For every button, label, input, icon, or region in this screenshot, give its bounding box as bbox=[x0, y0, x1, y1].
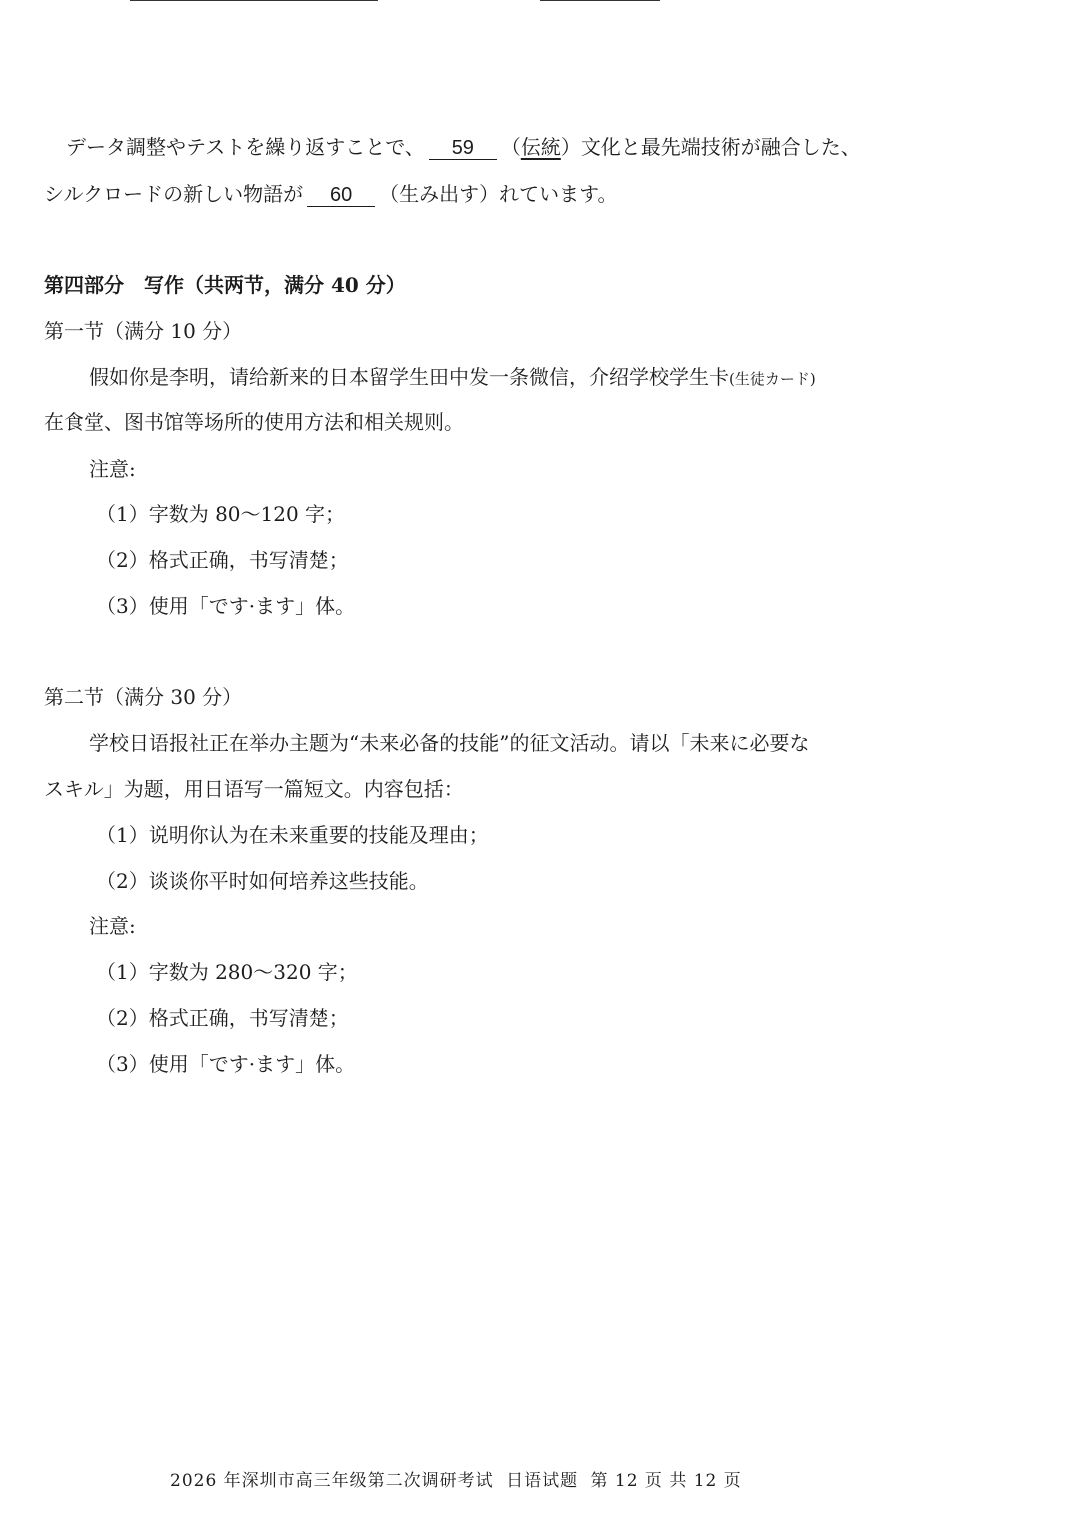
section2-title: 第二节（满分 30 分） bbox=[44, 685, 243, 709]
blank-60[interactable]: 60 bbox=[307, 184, 375, 207]
section2-rule-2: （2）格式正确，书写清楚； bbox=[96, 1006, 349, 1030]
section1-rule-2: （2）格式正确，书写清楚； bbox=[96, 548, 349, 572]
reading-line-1-pre: データ調整やテストを繰り返すことで、 bbox=[66, 135, 425, 159]
section2-prompt-line-1: 学校日语报社正在举办主题为“未来必备的技能”的征文活动。请以「未来に必要な bbox=[89, 731, 810, 755]
hint-word-umidasu: （生み出す） bbox=[379, 182, 500, 206]
top-rule-left bbox=[130, 0, 378, 1]
reading-line-2 bbox=[44, 180, 618, 208]
top-rule-right bbox=[540, 0, 660, 1]
reading-line-2-post: れています。 bbox=[499, 182, 618, 206]
section1-prompt-line-1 bbox=[89, 363, 816, 393]
section1-prompt-line-2: 在食堂、图书馆等场所的使用方法和相关规则。 bbox=[44, 410, 464, 434]
section2-content-item-1: （1）说明你认为在未来重要的技能及理由； bbox=[96, 823, 489, 847]
hint-word-dentou: 伝統 bbox=[520, 135, 561, 159]
section2-rule-3: （3）使用「です·ます」体。 bbox=[96, 1052, 356, 1076]
section2-rule-1: （1）字数为 280～320 字； bbox=[96, 960, 358, 984]
footer-subject: 日语试题 bbox=[506, 1471, 579, 1491]
section1-rule-1: （1）字数为 80～120 字； bbox=[96, 502, 346, 526]
footer-page-number: 第 12 页 共 12 页 bbox=[590, 1471, 742, 1491]
section2-content-item-2: （2）谈谈你平时如何培养这些技能。 bbox=[96, 869, 429, 893]
section1-prompt-text: 假如你是李明，请给新来的日本留学生田中发一条微信，介绍学校学生卡 bbox=[89, 365, 729, 389]
section1-prompt-note: (生徒カード) bbox=[729, 370, 816, 388]
paren-open: （ bbox=[500, 135, 521, 159]
reading-line-2-pre: シルクロードの新しい物語が bbox=[44, 182, 304, 206]
page-footer bbox=[170, 1466, 748, 1491]
blank-59[interactable]: 59 bbox=[429, 137, 497, 160]
section1-notice-label: 注意: bbox=[89, 457, 136, 481]
section1-rule-3: （3）使用「です·ます」体。 bbox=[96, 594, 356, 618]
footer-exam-name: 2026 年深圳市高三年级第二次调研考试 bbox=[170, 1471, 494, 1491]
section2-notice-label: 注意: bbox=[89, 914, 136, 938]
part4-heading: 第四部分 写作（共两节，满分 40 分） bbox=[44, 273, 406, 297]
paren-close: ） bbox=[560, 135, 581, 159]
section1-title: 第一节（满分 10 分） bbox=[44, 319, 243, 343]
reading-line-1 bbox=[66, 133, 861, 161]
reading-line-1-post: 文化と最先端技術が融合した、 bbox=[580, 135, 861, 159]
section2-prompt-line-2: スキル」为题，用日语写一篇短文。内容包括： bbox=[44, 777, 464, 801]
